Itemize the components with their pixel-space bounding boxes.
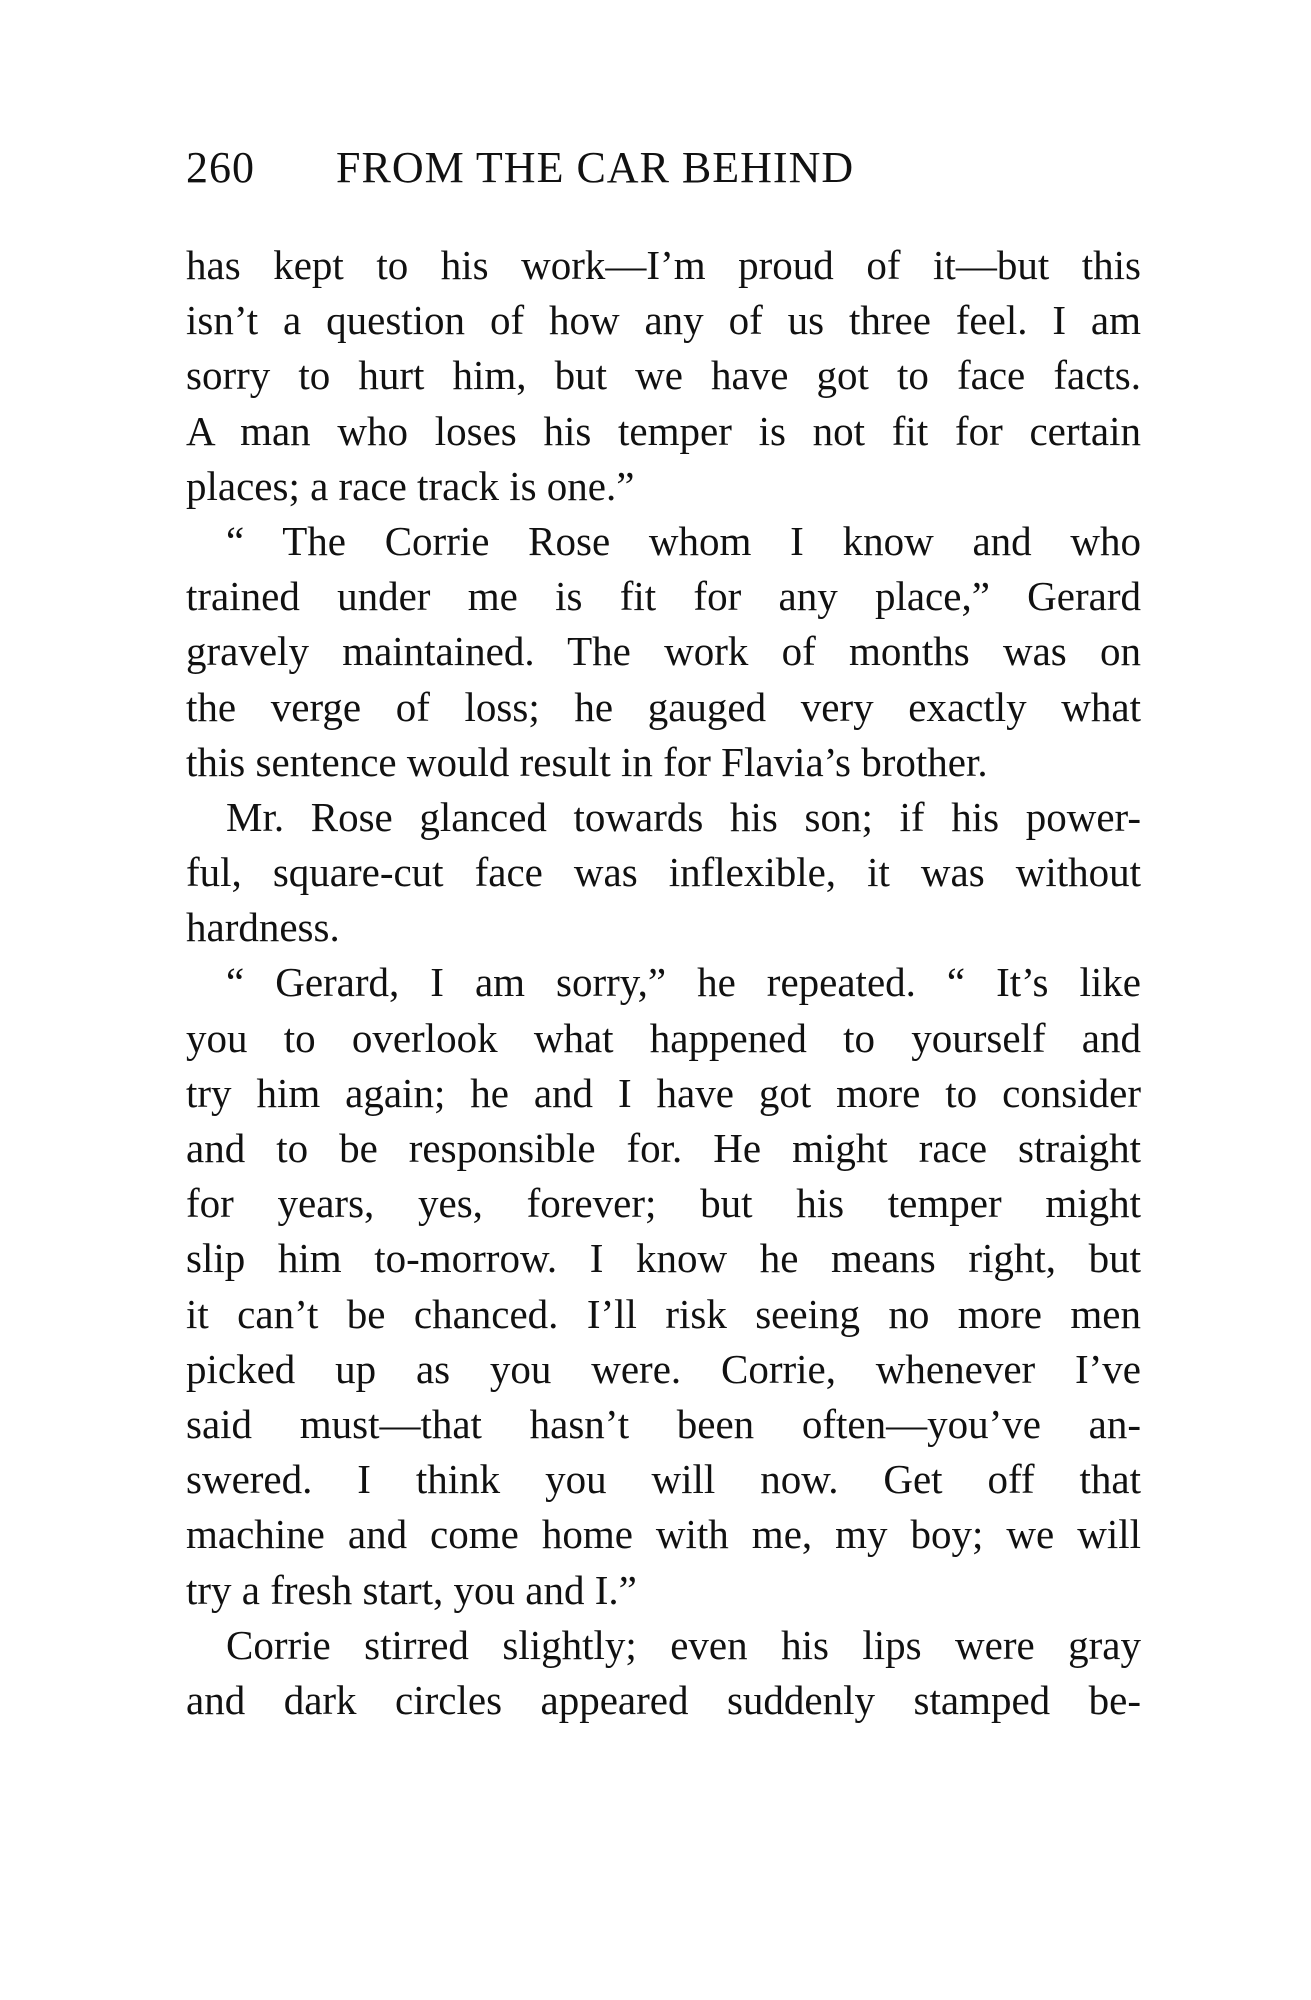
text-line: it can’t be chanced. I’ll risk seeing no more men <box>186 1290 1141 1337</box>
text-line: “ Gerard, I am sorry,” he repeated. “ It’s like <box>226 959 1141 1006</box>
text-line: you to overlook what happened to yourself and <box>186 1014 1141 1061</box>
text-line: has kept to his work—I’m proud of it—but this <box>186 242 1141 288</box>
text-line: ful, square-cut face was inflexible, it was without <box>186 849 1141 896</box>
running-head <box>186 140 1141 196</box>
text-line: try a fresh start, you and I.” <box>186 1566 637 1613</box>
text-line: places; a race track is one.” <box>186 462 635 509</box>
page-number: 260 <box>186 143 255 192</box>
text-line: this sentence would result in for Flavia’s brother. <box>186 738 988 785</box>
text-line: machine and come home with me, my boy; we will <box>186 1511 1141 1558</box>
text-line: and dark circles appeared suddenly stamped be- <box>186 1676 1141 1723</box>
text-line: sorry to hurt him, but we have got to face facts. <box>186 352 1141 399</box>
text-line: trained under me is fit for any place,” Gerard <box>186 573 1141 620</box>
text-line: gravely maintained. The work of months was on <box>186 628 1141 675</box>
text-line: the verge of loss; he gauged very exactly what <box>186 683 1141 730</box>
body-text <box>186 238 1141 1728</box>
text-line: for years, yes, forever; but his temper might <box>186 1180 1141 1227</box>
text-line: Mr. Rose glanced towards his son; if his power- <box>226 793 1141 840</box>
text-line: isn’t a question of how any of us three feel. I am <box>186 297 1141 344</box>
text-line: try him again; he and I have got more to consider <box>186 1069 1141 1116</box>
text-line: “ The Corrie Rose whom I know and who <box>226 517 1141 564</box>
text-line: A man who loses his temper is not fit for certain <box>186 407 1141 454</box>
running-title: FROM THE CAR BEHIND <box>336 143 855 192</box>
text-line: slip him to-morrow. I know he means right, but <box>186 1235 1141 1282</box>
text-line: said must—that hasn’t been often—you’ve an- <box>186 1400 1141 1447</box>
text-line: swered. I think you will now. Get off that <box>186 1456 1141 1503</box>
text-line: hardness. <box>186 904 340 951</box>
text-line: and to be responsible for. He might race straight <box>186 1125 1141 1171</box>
text-line: Corrie stirred slightly; even his lips were gray <box>226 1621 1141 1668</box>
text-line: picked up as you were. Corrie, whenever I’ve <box>186 1345 1141 1392</box>
